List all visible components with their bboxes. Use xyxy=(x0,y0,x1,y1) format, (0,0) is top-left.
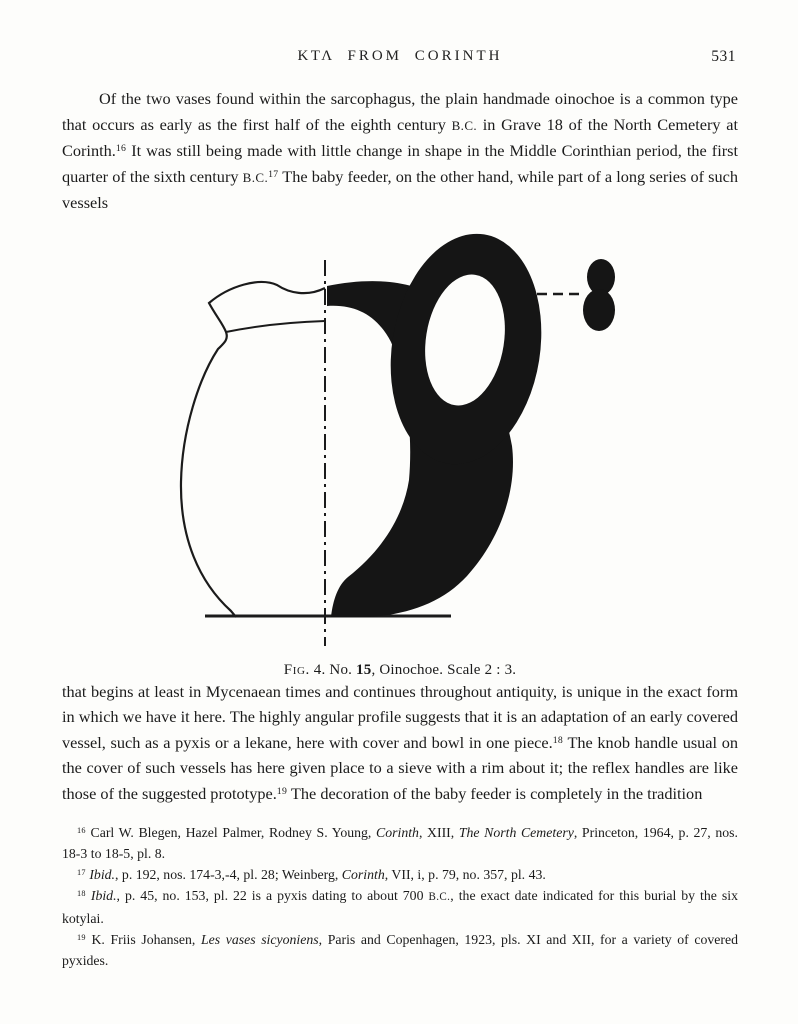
page-number: 531 xyxy=(711,48,736,65)
outline-profile xyxy=(181,282,325,617)
footnote-18: $^{18}$ Ibid., p. 45, no. 153, pl. 22 is a pyxis dating to about 700 B.C., the exact date indicated for this burial by the six kotylai. xyxy=(62,888,738,926)
rim-inner-line xyxy=(226,321,325,332)
footnote-17: $^{17}$ Ibid., p. 192, nos. 174-3,-4, pl. 28; Weinberg, Corinth, VII, i, p. 79, no. 357, pl. 43. xyxy=(77,867,546,882)
running-head-title: ΚΤΛ FROM CORINTH xyxy=(297,48,503,64)
figure-caption: Fig. 4. No. 15, Oinochoe. Scale 2 : 3. xyxy=(283,661,517,678)
footnote-16: $^{16}$ Carl W. Blegen, Hazel Palmer, Rodney S. Young, Corinth, XIII, The North Cemetery, Princeton, 1964, p. 27, nos. 18-3 to 18-5, pl. 8. xyxy=(62,825,738,861)
oinochoe-drawing xyxy=(164,230,636,650)
running-head xyxy=(62,48,738,70)
paragraph-1: Of the two vases found within the sarcophagus, the plain handmade oinochoe is a common type that occurs as early as the first half of the eighth century B.C. in Grave 18 of the North Cemetery at Corinth.$^{16}$ It was still being made with little change in shape in the Middle Corinthian period, the first quarter of the sixth century B.C.$^{17}$ The baby feeder, on the other hand, while part of a long series of such vessels xyxy=(62,89,739,212)
figure-oinochoe xyxy=(160,230,640,679)
handle-cross-section-lower xyxy=(583,289,615,331)
footnote-19: $^{19}$ K. Friis Johansen, Les vases sicyoniens, Paris and Copenhagen, 1923, pls. XI and XII, for a variety of covered pyxides. xyxy=(62,932,739,968)
footnotes-block xyxy=(62,822,738,971)
paragraph-2: that begins at least in Mycenaean times and continues throughout antiquity, is unique in the exact form in which we have it here. The highly angular profile suggests that it is an adaptation of an early covered vessel, such as a pyxis or a lekane, here with cover and bowl in one piece.$^{18}$ The knob handle usual on the cover of such vessels has here given place to a sieve with a rim about it; the reflex handles are like those of the suggested prototype.$^{19}$ The decoration of the baby feeder is completely in the tradition xyxy=(62,681,738,803)
